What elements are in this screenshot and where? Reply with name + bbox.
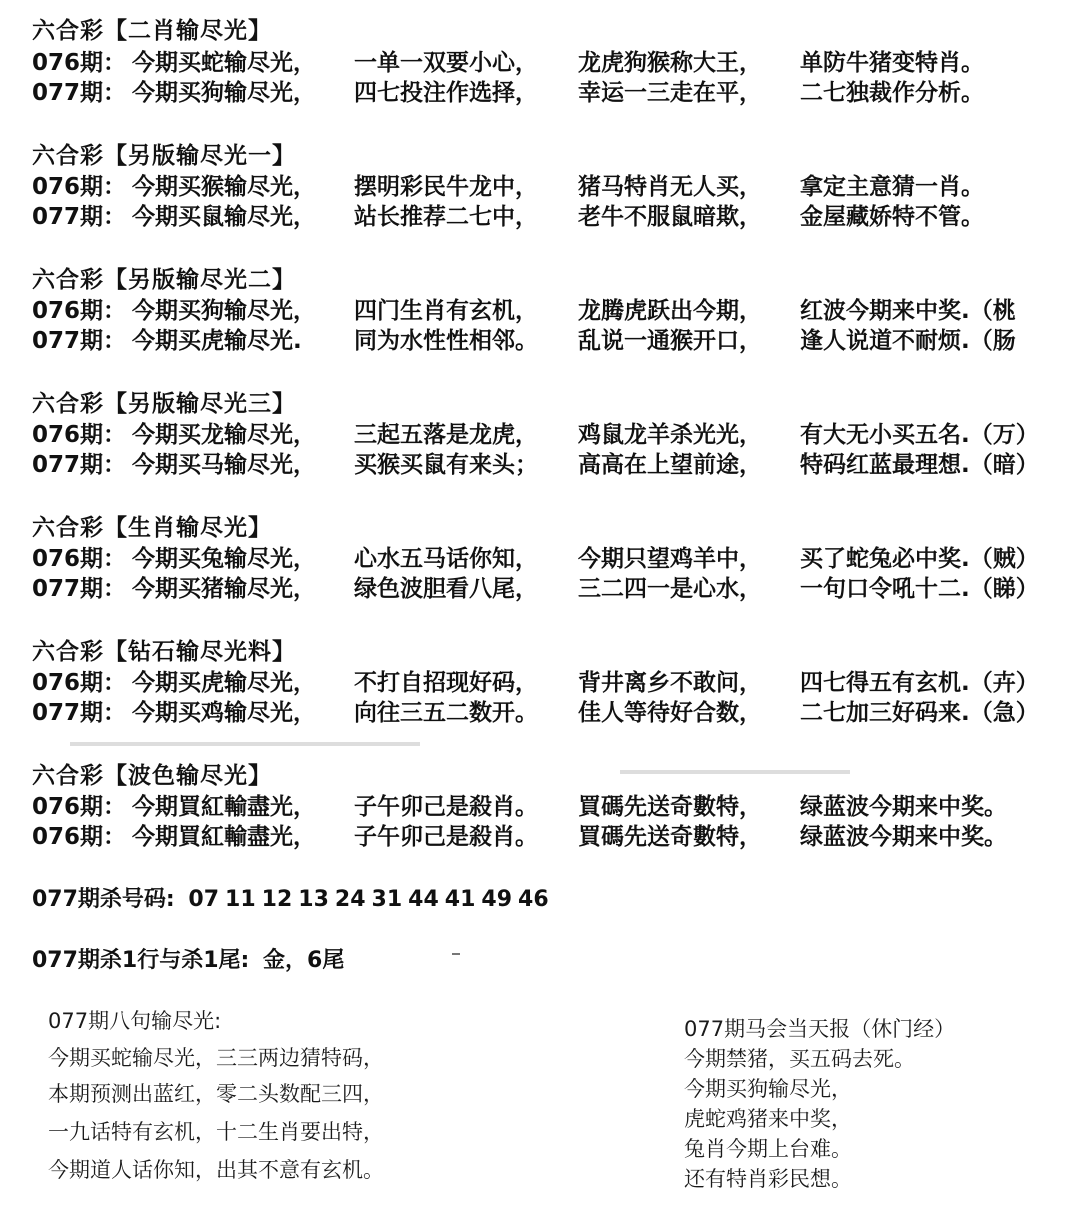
verse-part: 買碼先送奇數特， bbox=[578, 794, 762, 820]
issue-label: 077期： bbox=[32, 328, 127, 354]
issue-label: 076期： bbox=[32, 670, 127, 696]
kill-number: 49 bbox=[481, 887, 513, 912]
kill-number: 41 bbox=[444, 887, 476, 912]
verse-part: 站长推荐二七中， bbox=[354, 204, 538, 230]
section-title: 六合彩【另版输尽光一】 bbox=[32, 143, 296, 169]
issue-label: 076期： bbox=[32, 546, 127, 572]
issue-label: 077期： bbox=[32, 452, 127, 478]
eight-lines-title: 077期八句输尽光: bbox=[48, 1009, 222, 1033]
horse-report-line: 兔肖今期上台难。 bbox=[684, 1137, 852, 1161]
verse-part: 老牛不服鼠暗欺， bbox=[578, 204, 762, 230]
verse-part: 猪马特肖无人买， bbox=[578, 174, 762, 200]
section-title: 六合彩【生肖输尽光】 bbox=[32, 515, 272, 541]
verse-part: 一单一双要小心， bbox=[354, 50, 538, 76]
eight-lines-line: 一九话特有玄机，十二生肖要出特， bbox=[48, 1120, 384, 1144]
verse-part: 今期只望鸡羊中， bbox=[578, 546, 762, 572]
verse-part: 買碼先送奇數特， bbox=[578, 824, 762, 850]
verse-part: 四七投注作选择， bbox=[354, 80, 538, 106]
scan-artifact bbox=[620, 770, 850, 774]
kill-numbers-label: 077期杀号码: bbox=[32, 887, 175, 912]
kill-row-tail-label: 077期杀1行与杀1尾: bbox=[32, 948, 250, 973]
verse-part: 龙腾虎跃出今期， bbox=[578, 298, 762, 324]
verse-part: 拿定主意猜一肖。 bbox=[800, 174, 984, 200]
verse-part: 三二四一是心水， bbox=[578, 576, 762, 602]
verse-part: 金屋藏娇特不管。 bbox=[800, 204, 984, 230]
verse-part: 特码红蓝最理想.（暗） bbox=[800, 452, 1039, 478]
issue-label: 076期： bbox=[32, 824, 127, 850]
verse-part: 今期买鸡输尽光， bbox=[132, 700, 316, 726]
kill-number: 12 bbox=[261, 887, 293, 912]
verse-part: 子午卯己是殺肖。 bbox=[354, 794, 538, 820]
horse-report-title: 077期马会当天报（休门经） bbox=[684, 1017, 956, 1041]
kill-number: 07 bbox=[188, 887, 220, 912]
kill-number: 31 bbox=[371, 887, 403, 912]
verse-part: 买猴买鼠有来头； bbox=[354, 452, 538, 478]
issue-label: 076期： bbox=[32, 174, 127, 200]
issue-label: 076期： bbox=[32, 422, 127, 448]
verse-part: 子午卯己是殺肖。 bbox=[354, 824, 538, 850]
kill-row-tail-value: 金，6尾 bbox=[263, 948, 345, 973]
issue-label: 077期： bbox=[32, 80, 127, 106]
section-title: 六合彩【钻石输尽光料】 bbox=[32, 639, 296, 665]
verse-part: 高高在上望前途， bbox=[578, 452, 762, 478]
verse-part: 今期买狗输尽光， bbox=[132, 80, 316, 106]
verse-part: 有大无小买五名.（万） bbox=[800, 422, 1039, 448]
verse-part: 二七独裁作分析。 bbox=[800, 80, 984, 106]
verse-part: 今期买猴输尽光， bbox=[132, 174, 316, 200]
verse-part: 今期买虎输尽光. bbox=[132, 328, 302, 354]
verse-part: 今期买龙输尽光， bbox=[132, 422, 316, 448]
section-title: 六合彩【另版输尽光三】 bbox=[32, 391, 296, 417]
kill-number: 11 bbox=[225, 887, 256, 912]
verse-part: 绿蓝波今期来中奖。 bbox=[800, 824, 1007, 850]
verse-part: 龙虎狗猴称大王， bbox=[578, 50, 762, 76]
verse-part: 单防牛猪变特肖。 bbox=[800, 50, 984, 76]
verse-part: 今期買紅輸盡光， bbox=[132, 794, 316, 820]
verse-part: 逢人说道不耐烦.（肠 bbox=[800, 328, 1016, 354]
issue-label: 076期： bbox=[32, 794, 127, 820]
issue-label: 076期： bbox=[32, 298, 127, 324]
kill-row-tail-line bbox=[32, 943, 350, 974]
verse-part: 今期买兔输尽光， bbox=[132, 546, 316, 572]
verse-part: 乱说一通猴开口， bbox=[578, 328, 762, 354]
issue-label: 076期： bbox=[32, 50, 127, 76]
verse-part: 四七得五有玄机.（卉） bbox=[800, 670, 1039, 696]
kill-numbers-line bbox=[32, 882, 555, 913]
verse-part: 三起五落是龙虎， bbox=[354, 422, 538, 448]
scan-artifact bbox=[70, 742, 420, 746]
section-title: 六合彩【二肖输尽光】 bbox=[32, 18, 272, 44]
kill-number: 13 bbox=[298, 887, 329, 912]
kill-number: 24 bbox=[334, 887, 366, 912]
eight-lines-line: 今期道人话你知，出其不意有玄机。 bbox=[48, 1158, 384, 1182]
verse-part: 不打自招现好码， bbox=[354, 670, 538, 696]
scan-artifact bbox=[452, 953, 460, 955]
verse-part: 四门生肖有玄机， bbox=[354, 298, 538, 324]
eight-lines-line: 今期买蛇输尽光，三三两边猜特码， bbox=[48, 1046, 384, 1070]
verse-part: 心水五马话你知， bbox=[354, 546, 538, 572]
verse-part: 今期买蛇输尽光， bbox=[132, 50, 316, 76]
issue-label: 077期： bbox=[32, 204, 127, 230]
verse-part: 一句口令吼十二.（睇） bbox=[800, 576, 1039, 602]
horse-report-line: 还有特肖彩民想。 bbox=[684, 1167, 852, 1191]
verse-part: 向往三五二数开。 bbox=[354, 700, 538, 726]
verse-part: 今期買紅輸盡光， bbox=[132, 824, 316, 850]
verse-part: 红波今期来中奖.（桃 bbox=[800, 298, 1016, 324]
section-title: 六合彩【另版输尽光二】 bbox=[32, 267, 296, 293]
verse-part: 买了蛇兔必中奖.（贼） bbox=[800, 546, 1039, 572]
verse-part: 今期买鼠输尽光， bbox=[132, 204, 316, 230]
verse-part: 绿色波胆看八尾， bbox=[354, 576, 538, 602]
verse-part: 幸运一三走在平， bbox=[578, 80, 762, 106]
verse-part: 今期买猪输尽光， bbox=[132, 576, 316, 602]
verse-part: 今期买马输尽光， bbox=[132, 452, 316, 478]
verse-part: 今期买虎输尽光， bbox=[132, 670, 316, 696]
horse-report-line: 今期买狗输尽光， bbox=[684, 1077, 852, 1101]
verse-part: 背井离乡不敢问， bbox=[578, 670, 762, 696]
verse-part: 摆明彩民牛龙中， bbox=[354, 174, 538, 200]
section-title: 六合彩【波色输尽光】 bbox=[32, 763, 272, 789]
horse-report-line: 虎蛇鸡猪来中奖， bbox=[684, 1107, 852, 1131]
verse-part: 今期买狗输尽光， bbox=[132, 298, 316, 324]
kill-number: 44 bbox=[408, 887, 439, 912]
kill-number: 46 bbox=[518, 887, 549, 912]
verse-part: 二七加三好码来.（急） bbox=[800, 700, 1039, 726]
eight-lines-line: 本期预测出蓝红，零二头数配三四， bbox=[48, 1082, 384, 1106]
horse-report-line: 今期禁猪，买五码去死。 bbox=[684, 1047, 915, 1071]
issue-label: 077期： bbox=[32, 576, 127, 602]
verse-part: 佳人等待好合数， bbox=[578, 700, 762, 726]
verse-part: 鸡鼠龙羊杀光光， bbox=[578, 422, 762, 448]
issue-label: 077期： bbox=[32, 700, 127, 726]
verse-part: 同为水性性相邻。 bbox=[354, 328, 538, 354]
verse-part: 绿蓝波今期来中奖。 bbox=[800, 794, 1007, 820]
